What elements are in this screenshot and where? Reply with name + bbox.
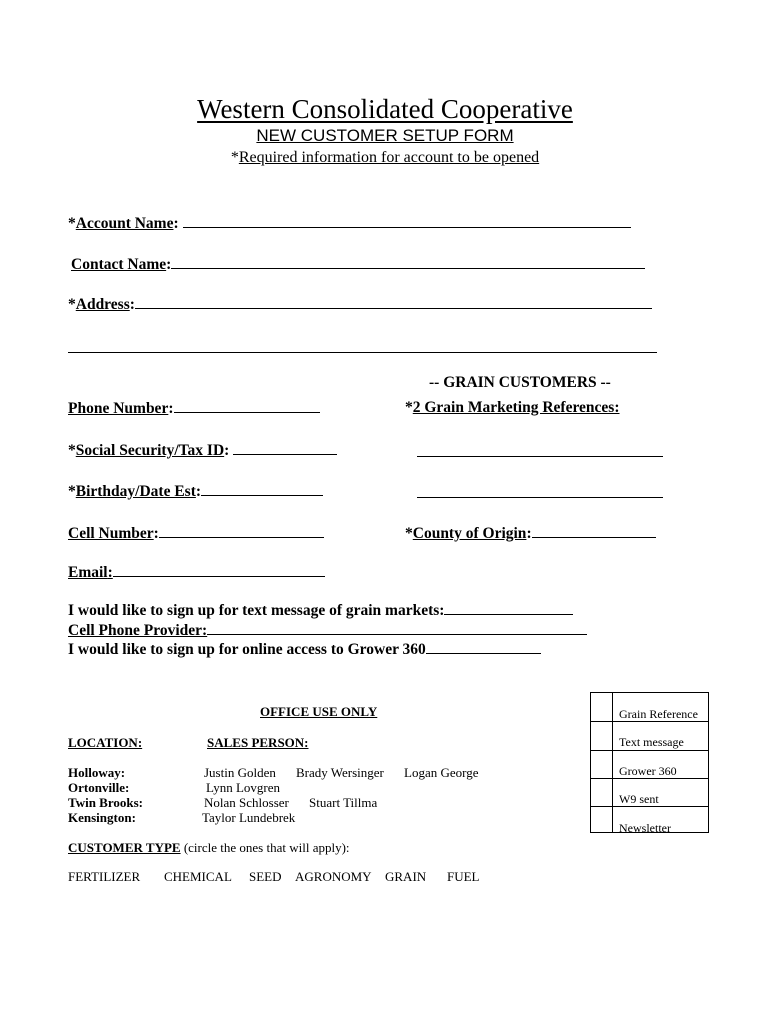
customer-type-label: CUSTOMER TYPE <box>68 840 181 855</box>
address-label: Address <box>75 296 130 313</box>
sales-nolan: Nolan Schlosser <box>204 795 289 810</box>
grower-360-signup-label: I would like to sign up for online access to Grower 360 <box>68 641 426 658</box>
sales-taylor: Taylor Lundebrek <box>202 810 296 825</box>
sales-person-label: SALES PERSON: <box>207 735 309 750</box>
form-subtitle: NEW CUSTOMER SETUP FORM <box>256 126 514 145</box>
address-input[interactable] <box>135 295 652 309</box>
checklist-grain-reference: Grain Reference <box>619 707 698 721</box>
contact-name-field: Contact Name: <box>71 255 645 274</box>
contact-name-label: Contact Name <box>71 256 167 273</box>
cell-provider-input[interactable] <box>207 621 587 635</box>
customer-type-heading <box>68 840 350 856</box>
checklist-newsletter: Newsletter <box>619 821 671 835</box>
birthday-input[interactable] <box>201 482 323 496</box>
location-ortonville: Ortonville: <box>68 780 130 795</box>
email-field: Email: <box>68 563 325 582</box>
ssn-tax-id-field: *Social Security/Tax ID: <box>68 441 337 460</box>
checklist-text-message: Text message <box>619 735 684 749</box>
checklist-grower-360: Grower 360 <box>619 764 677 778</box>
ssn-tax-id-label: Social Security/Tax ID <box>75 442 225 459</box>
phone-number-field: Phone Number: <box>68 399 320 418</box>
required-note <box>0 149 770 167</box>
birthday-label: Birthday/Date Est <box>75 483 196 500</box>
account-name-label: Account Name <box>75 215 174 232</box>
cell-number-label: Cell Number <box>68 525 154 542</box>
email-input[interactable] <box>113 563 325 577</box>
ssn-tax-id-input[interactable] <box>233 441 337 455</box>
grain-customers-heading: -- GRAIN CUSTOMERS -- <box>429 374 611 391</box>
cell-provider-label: Cell Phone Provider: <box>68 622 208 639</box>
address-field: *Address: <box>68 295 652 314</box>
text-message-signup-label: I would like to sign up for text message of grain markets: <box>68 602 445 619</box>
customer-type-agronomy[interactable]: AGRONOMY <box>295 869 372 884</box>
sales-stuart: Stuart Tillma <box>309 795 378 810</box>
customer-type-fuel[interactable]: FUEL <box>447 869 480 884</box>
customer-type-chemical[interactable]: CHEMICAL <box>164 869 232 884</box>
text-message-signup-input[interactable] <box>444 601 573 615</box>
customer-type-grain[interactable]: GRAIN <box>385 869 427 884</box>
grain-reference-2-input[interactable] <box>417 497 663 498</box>
required-asterisk: * <box>230 149 239 166</box>
customer-type-note: (circle the ones that will apply): <box>180 840 350 855</box>
contact-name-input[interactable] <box>171 255 645 269</box>
customer-type-seed[interactable]: SEED <box>249 869 282 884</box>
location-twin-brooks: Twin Brooks: <box>68 795 144 810</box>
address-line-2[interactable] <box>68 352 657 353</box>
customer-type-fertilizer[interactable]: FERTILIZER <box>68 869 141 884</box>
phone-number-input[interactable] <box>174 399 320 413</box>
county-input[interactable] <box>532 524 656 538</box>
email-label: Email <box>68 564 108 581</box>
location-label: LOCATION: <box>68 735 143 750</box>
grower-360-signup <box>68 640 541 659</box>
sales-lynn: Lynn Lovgren <box>206 780 281 795</box>
form-title: Western Consolidated Cooperative <box>197 94 573 124</box>
required-note-text: Required information for account to be opened <box>238 149 540 166</box>
grower-360-signup-input[interactable] <box>426 640 541 654</box>
checklist-row-divider <box>591 750 708 751</box>
account-name-field: *Account Name: <box>68 214 631 233</box>
county-field: *County of Origin: <box>405 524 656 543</box>
checklist-divider <box>612 693 613 832</box>
cell-provider-field <box>68 621 587 640</box>
location-holloway: Holloway: <box>68 765 126 780</box>
grain-reference-1-input[interactable] <box>417 456 663 457</box>
grain-references-label: *2 Grain Marketing References: <box>405 399 620 416</box>
cell-number-field: Cell Number: <box>68 524 324 543</box>
sales-brady: Brady Wersinger <box>296 765 384 780</box>
sales-logan: Logan George <box>404 765 479 780</box>
text-message-signup <box>68 601 573 620</box>
office-use-title: OFFICE USE ONLY <box>260 704 378 719</box>
account-name-input[interactable] <box>183 214 631 228</box>
office-checklist-table <box>590 692 709 833</box>
county-label: County of Origin <box>412 525 527 542</box>
birthday-field: *Birthday/Date Est: <box>68 482 323 501</box>
cell-number-input[interactable] <box>159 524 324 538</box>
sales-justin: Justin Golden <box>204 765 276 780</box>
phone-number-label: Phone Number <box>68 400 169 417</box>
location-kensington: Kensington: <box>68 810 136 825</box>
checklist-w9-sent: W9 sent <box>619 792 659 806</box>
